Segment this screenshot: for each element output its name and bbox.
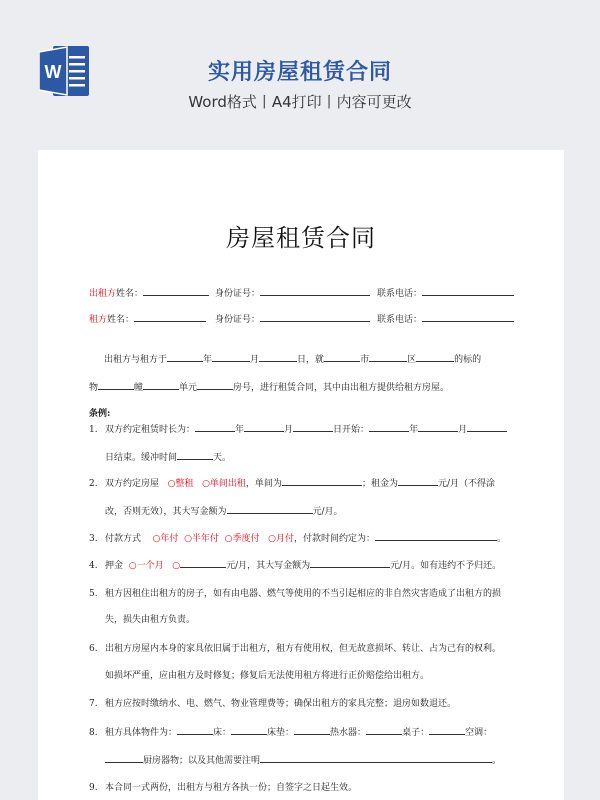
address-field[interactable] <box>416 352 454 362</box>
day-field[interactable] <box>259 352 297 362</box>
text: 日结束。缓冲时间 <box>105 453 178 463</box>
clause-4 <box>89 558 501 571</box>
clause-6-cont: 如损坏严重，应由租方及时修复；修复后无法使用租方将进行正价赔偿给出租方。 <box>105 671 430 681</box>
text: 床垫： <box>267 728 295 738</box>
field[interactable] <box>293 422 333 432</box>
field[interactable] <box>195 422 235 432</box>
name-label: 姓名： <box>116 289 144 299</box>
clauses-heading: 条例: <box>89 409 111 419</box>
text: 热水器： <box>330 728 367 738</box>
text: 年 <box>235 425 245 435</box>
lessor-phone-field[interactable] <box>422 286 514 296</box>
phone-label: 联系电话： <box>377 289 423 299</box>
lessor-phone <box>377 286 514 299</box>
field[interactable] <box>375 531 497 541</box>
banner-title: 实用房屋租赁合同 <box>207 60 392 85</box>
clause-number: 5. <box>89 589 98 599</box>
field[interactable] <box>310 558 390 568</box>
text: 市 <box>360 355 370 365</box>
annual-option[interactable]: ○年付 <box>152 534 179 544</box>
field[interactable] <box>418 422 458 432</box>
field[interactable] <box>366 725 402 735</box>
text: 年 <box>203 355 213 365</box>
whole-rent-option[interactable]: ○整租 <box>167 479 194 489</box>
field[interactable] <box>467 422 507 432</box>
text: 元/月。 <box>312 507 343 517</box>
clause-6 <box>89 641 501 654</box>
clause-number: 8. <box>89 728 98 738</box>
text: 双方约定租赁时长为： <box>105 425 196 435</box>
document-page <box>38 150 564 800</box>
text: 房号，进行租赁合同，其中由出租方提供给租方房屋。 <box>233 383 450 393</box>
rent-field[interactable] <box>398 476 438 486</box>
text: ；租金为 <box>361 479 398 489</box>
field[interactable] <box>177 725 213 735</box>
clause-2 <box>89 476 495 489</box>
clause-number: 2. <box>89 479 98 489</box>
field[interactable] <box>260 753 492 763</box>
text: 租方因租住出租方的房子，如有由电器、燃气等使用的不当引起相应的非自然灾害造成了出租方的损 <box>105 589 502 599</box>
text: 元/月，其大写金额为 <box>226 561 311 571</box>
clause-7 <box>89 696 456 709</box>
other-option[interactable]: ○ <box>172 561 181 571</box>
tenant-id-field[interactable] <box>260 312 370 322</box>
text: 月 <box>458 425 468 435</box>
svg-text:W: W <box>44 62 62 82</box>
city-field[interactable] <box>324 352 360 362</box>
tenant-id <box>215 312 370 325</box>
clause-8 <box>89 725 492 738</box>
field[interactable] <box>105 753 143 763</box>
document-title: 房屋租赁合同 <box>226 224 376 252</box>
text: 改，否则无效），其大写金额为 <box>105 507 227 517</box>
intro-line-1 <box>104 352 481 365</box>
field[interactable] <box>429 725 465 735</box>
clause-1-cont <box>105 450 231 463</box>
clause-number: 1. <box>89 425 98 435</box>
tenant-name-field[interactable] <box>134 312 206 322</box>
field[interactable] <box>227 504 313 514</box>
text: ，单间为 <box>245 479 282 489</box>
name-label: 姓名： <box>107 315 135 325</box>
lessor-id <box>215 286 370 299</box>
room-field[interactable] <box>197 380 233 390</box>
field[interactable] <box>180 558 226 568</box>
id-label: 身份证号： <box>215 315 261 325</box>
half-year-option[interactable]: ○半年付 <box>184 534 219 544</box>
lessor-id-field[interactable] <box>260 286 370 296</box>
intro-line-2 <box>89 380 449 393</box>
text: 押金 <box>105 561 124 571</box>
clause-2-cont <box>105 504 343 517</box>
text: 日开始： <box>333 425 370 435</box>
tenant-label: 租方 <box>89 315 108 325</box>
text: 日，就 <box>297 355 325 365</box>
field[interactable] <box>369 422 409 432</box>
text: 付款方式 <box>105 534 142 544</box>
banner <box>0 0 600 150</box>
single-room-option[interactable]: ○单间出租 <box>202 479 246 489</box>
field[interactable] <box>244 422 284 432</box>
text: 双方约定房屋 <box>105 479 160 489</box>
phone-label: 联系电话： <box>377 315 423 325</box>
text: 月 <box>284 425 294 435</box>
text: 月 <box>250 355 260 365</box>
unit-field[interactable] <box>143 380 179 390</box>
clause-5-cont: 失，损失由租方负责。 <box>105 615 196 625</box>
field[interactable] <box>282 476 362 486</box>
tenant-row <box>89 312 206 325</box>
lessor-row <box>89 286 209 299</box>
text: 天。 <box>213 453 232 463</box>
text: 幢 <box>134 383 144 393</box>
clause-9 <box>89 780 357 793</box>
lessor-label: 出租方 <box>89 289 117 299</box>
clause-number: 9. <box>89 783 98 793</box>
text: 租方应按时缴纳水、电、燃气、物业管理费等；确保出租方的家具完整；退房如数退还。 <box>105 699 457 709</box>
text: 。 <box>496 534 506 544</box>
field[interactable] <box>177 450 213 460</box>
clause-number: 4. <box>89 561 98 571</box>
clause-5 <box>89 586 501 599</box>
clause-1 <box>89 422 507 435</box>
text: 空调： <box>465 728 493 738</box>
text: 元/月。如有违约不予归还。 <box>390 561 502 571</box>
field[interactable] <box>231 725 267 735</box>
text: 出租方房屋内本身的家具依旧属于出租方，租方有使用权，但无故意损坏、转让、占为己有的权利。 <box>105 644 502 654</box>
text: 区 <box>407 355 417 365</box>
text: 元/月（不得涂 <box>437 479 495 489</box>
lessor-name-field[interactable] <box>143 286 209 296</box>
quarterly-option[interactable]: ○季度付 <box>224 534 260 544</box>
clause-3 <box>89 531 506 544</box>
text: 本合同一式两份，出租方与租方各执一份；自签字之日起生效。 <box>105 783 358 793</box>
clause-number: 6. <box>89 644 98 654</box>
district-field[interactable] <box>369 352 407 362</box>
one-month-option[interactable]: ○一个月 <box>128 561 164 571</box>
text: 桌子： <box>402 728 430 738</box>
field[interactable] <box>294 725 330 735</box>
month-field[interactable] <box>212 352 250 362</box>
id-label: 身份证号： <box>215 289 261 299</box>
clause-number: 3. <box>89 534 98 544</box>
text: 年 <box>409 425 419 435</box>
banner-subtitle: Word格式丨A4打印丨内容可更改 <box>188 93 412 111</box>
text: ，付款时间约定为： <box>293 534 375 544</box>
building-field[interactable] <box>98 380 134 390</box>
text: 单元 <box>179 383 198 393</box>
year-field[interactable] <box>167 352 203 362</box>
text: 的标的 <box>454 355 482 365</box>
monthly-option[interactable]: ○月付 <box>268 534 294 544</box>
text: 租方具体物件为： <box>105 728 178 738</box>
text: 出租方与租方于 <box>104 355 168 365</box>
text: 。 <box>492 756 502 766</box>
tenant-phone <box>377 312 514 325</box>
clause-number: 7. <box>89 699 98 709</box>
text: 物 <box>89 383 99 393</box>
text: 床： <box>213 728 232 738</box>
tenant-phone-field[interactable] <box>422 312 514 322</box>
text: 厨房器物；以及其他需要注明 <box>143 756 261 766</box>
clause-8-cont <box>105 753 501 766</box>
